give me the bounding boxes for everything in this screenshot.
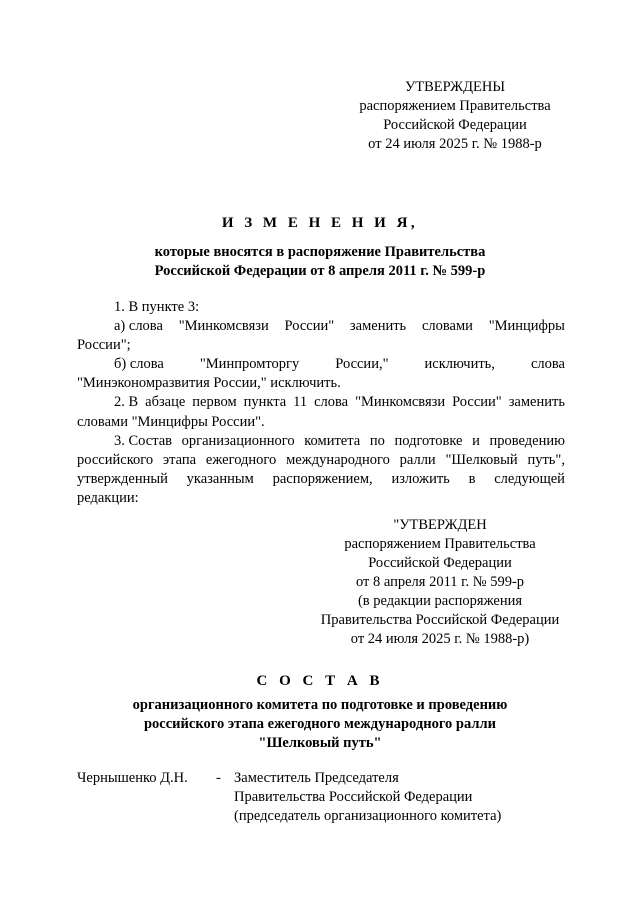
member-name: Чернышенко Д.Н. — [77, 770, 188, 786]
changes-heading: И З М Е Н Е Н И Я, — [221, 215, 419, 231]
word: проведению — [489, 432, 565, 449]
approval2-line: от 8 апреля 2011 г. № 599-р — [355, 574, 525, 590]
word: слова — [530, 356, 565, 373]
approval-block — [340, 78, 570, 154]
word: утвержденный — [77, 470, 168, 487]
paragraph-3-line — [77, 470, 565, 489]
word: 3. Состав — [114, 432, 173, 449]
paragraph-1a-line: России"; — [77, 337, 131, 354]
word: и — [472, 432, 480, 449]
word: абзаце — [145, 394, 186, 411]
approval2-line: "УТВЕРЖДЕН — [393, 517, 487, 533]
word: "Минцифры — [488, 318, 565, 335]
member-role-line: Заместитель Председателя — [234, 770, 399, 786]
paragraph-2-line — [77, 393, 565, 412]
approval-line: от 24 июля 2025 г. № 1988-р — [368, 136, 542, 152]
changes-subtitle-line: которые вносятся в распоряжение Правительства — [154, 244, 486, 260]
approval2-line: от 24 июля 2025 г. № 1988-р) — [350, 631, 530, 647]
word: международного — [286, 451, 390, 468]
approval2-line: Российской Федерации — [368, 555, 512, 571]
sostav-subtitle-line: организационного комитета по подготовке и проведению — [132, 697, 508, 713]
word: слова — [314, 394, 349, 411]
word: "Минкомсвязи — [178, 318, 269, 335]
word: распоряжением, — [272, 470, 373, 487]
word: организационного — [181, 432, 295, 449]
word: заменить — [349, 318, 407, 335]
approval-line: Российской Федерации — [383, 117, 527, 133]
changes-subtitle-line: Российской Федерации от 8 апреля 2011 г. № 599-р — [154, 263, 486, 279]
member-role-line: (председатель организационного комитета) — [234, 808, 502, 824]
sostav-subtitle-line: "Шелковый путь" — [258, 735, 382, 751]
word: первом — [192, 394, 237, 411]
word: комитета — [304, 432, 361, 449]
approval-title: УТВЕРЖДЕНЫ — [404, 79, 506, 95]
word: этапа — [162, 451, 197, 468]
paragraph-1a-line — [77, 317, 565, 336]
word: по — [369, 432, 385, 449]
word: исключить, — [424, 356, 495, 373]
word: в — [468, 470, 476, 487]
paragraph-3-line — [77, 451, 565, 470]
word: России" — [284, 318, 335, 335]
sostav-subtitle-line: российского этапа ежегодного международного ралли — [143, 716, 496, 732]
word: России," — [335, 356, 389, 373]
word: России" — [452, 394, 502, 411]
body-text — [77, 298, 565, 508]
paragraph-2-line: словами "Минцифры России". — [77, 413, 265, 430]
word: "Минкомсвязи — [355, 394, 446, 411]
word: "Шелковый — [445, 451, 518, 468]
approval2-line: распоряжением Правительства — [344, 536, 536, 552]
word: 11 — [293, 394, 308, 411]
word: пункта — [243, 394, 287, 411]
word: изложить — [391, 470, 450, 487]
sostav-heading: С О С Т А В — [256, 673, 384, 689]
approval2-line: (в редакции распоряжения — [357, 593, 523, 609]
word: следующей — [494, 470, 565, 487]
word: а) слова — [114, 318, 163, 335]
word: б) слова — [114, 356, 164, 373]
paragraph-1: 1. В пункте 3: — [114, 299, 200, 315]
word: ралли — [399, 451, 436, 468]
member-dash: - — [216, 770, 221, 786]
paragraph-1b-line — [77, 355, 565, 374]
word: подготовке — [394, 432, 463, 449]
member-role — [234, 769, 501, 826]
approval-line: распоряжением Правительства — [359, 98, 551, 114]
word: словами — [421, 318, 473, 335]
changes-subtitle — [80, 243, 560, 281]
approval2-line: Правительства Российской Федерации — [320, 612, 560, 628]
paragraph-3-line — [77, 432, 565, 451]
paragraph-3-line: редакции: — [77, 489, 139, 506]
member-role-line: Правительства Российской Федерации — [234, 789, 473, 805]
word: путь", — [527, 451, 565, 468]
word: "Минпромторгу — [199, 356, 300, 373]
approval-block-2 — [300, 516, 580, 649]
sostav-subtitle — [80, 696, 560, 753]
word: ежегодного — [205, 451, 277, 468]
word: 2. В — [114, 394, 139, 411]
word: заменить — [508, 394, 565, 411]
word: указанным — [186, 470, 254, 487]
paragraph-1b-line: "Минэкономразвития России," исключить. — [77, 375, 341, 392]
word: российского — [77, 451, 154, 468]
